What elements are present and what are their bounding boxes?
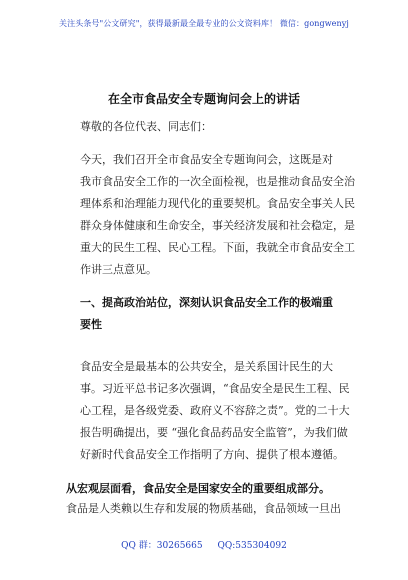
document-title: 在全市食品安全专题询问会上的讲话: [107, 92, 300, 106]
qq-group-number: QQ 群：30265665: [121, 541, 203, 551]
paragraph-line: 报告明确提出，要 “强化食品药品安全监管”，为我们做: [80, 426, 348, 439]
paragraph-line: 作讲三点意见。: [80, 263, 157, 276]
section-heading-1: [80, 292, 352, 336]
heading-line: 要性: [80, 318, 102, 331]
paragraph-line: 食品安全是最基本的公共安全，是关系国计民生的大: [80, 360, 333, 373]
paragraph-macro: [66, 478, 356, 520]
paragraph-line: 事。习近平总书记多次强调，“食品安全是民生工程、民: [80, 382, 350, 395]
paragraph-line: 食品是人类赖以生存和发展的物质基础，食品领域一旦出: [66, 502, 341, 515]
paragraph-intro: [80, 149, 355, 281]
paragraph-line: 重大的民生工程、民心工程。下面，我就全市食品安全工: [80, 241, 355, 254]
salutation: [80, 116, 352, 138]
paragraph-line: 好新时代食品安全工作指明了方向、提供了根本遵循。: [80, 448, 344, 461]
paragraph-line: 理体系和治理能力现代化的重要契机。食品安全事关人民: [80, 197, 355, 210]
paragraph-line: 群众身体健康和生命安全，事关经济发展和社会稳定，是: [80, 219, 355, 232]
heading-line: 一、提高政治站位，深刻认识食品安全工作的极端重: [80, 296, 333, 309]
page-footer: [0, 538, 408, 551]
paragraph-line: 我市食品安全工作的一次全面检视，也是推动食品安全治: [80, 175, 355, 188]
paragraph-line: 今天，我们召开全市食品安全专题询问会，这既是对: [80, 153, 333, 166]
paragraph-line: 心工程，是各级党委、政府义不容辞之责”。党的二十大: [80, 404, 350, 417]
qq-number: QQ:535304092: [217, 541, 287, 551]
salutation-text: 尊敬的各位代表、同志们：: [80, 120, 212, 133]
paragraph-lead-bold: 从宏观层面看，食品安全是国家安全的重要组成部分。: [66, 482, 330, 495]
paragraph-importance: [80, 356, 352, 466]
page-header-note: 关注头条号"公文研究"，获得最新最全最专业的公文资料库！ 微信：gongwenyj: [59, 19, 349, 28]
